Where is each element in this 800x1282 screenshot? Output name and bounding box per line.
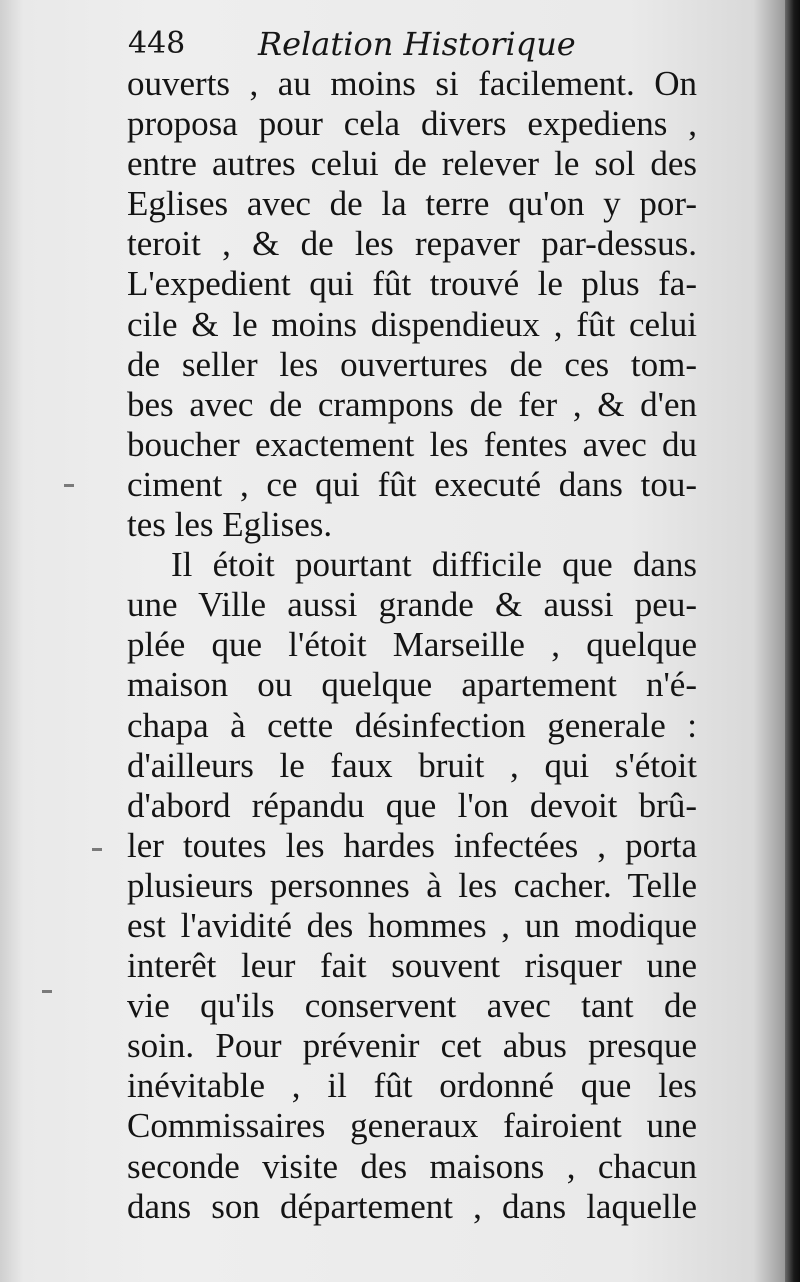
text-line: dans son département , dans laquelle bbox=[127, 1186, 697, 1226]
running-title: Relation Historique bbox=[258, 25, 576, 63]
text-line: ciment , ce qui fût executé dans tou- bbox=[127, 464, 697, 504]
margin-mark bbox=[64, 484, 74, 487]
margin-mark bbox=[42, 990, 52, 993]
text-line: interêt leur fait souvent risquer une bbox=[127, 946, 697, 986]
text-line: d'ailleurs le faux bruit , qui s'étoit bbox=[127, 745, 697, 785]
text-line: soin. Pour prévenir cet abus presque bbox=[127, 1026, 697, 1066]
text-line: une Ville aussi grande & aussi peu- bbox=[127, 585, 697, 625]
body-text bbox=[127, 64, 697, 1227]
page-edge-shadow bbox=[785, 0, 800, 1282]
text-line: boucher exactement les fentes avec du bbox=[127, 424, 697, 464]
text-line: cile & le moins dispendieux , fût celui bbox=[127, 304, 697, 344]
text-line: bes avec de crampons de fer , & d'en bbox=[127, 384, 697, 424]
text-line: d'abord répandu que l'on devoit brû- bbox=[127, 785, 697, 825]
page-header bbox=[128, 22, 728, 66]
text-line: ler toutes les hardes infectées , porta bbox=[127, 825, 697, 865]
text-line: chapa à cette désinfection generale : bbox=[127, 705, 697, 745]
text-line: proposa pour cela divers expediens , bbox=[127, 104, 697, 144]
text-line: ouverts , au moins si facilement. On bbox=[127, 64, 697, 103]
text-line: L'expedient qui fût trouvé le plus fa- bbox=[127, 264, 697, 304]
page-number: 448 bbox=[128, 26, 186, 61]
paragraph bbox=[127, 545, 697, 1227]
text-line: entre autres celui de relever le sol des bbox=[127, 144, 697, 184]
text-line: Il étoit pourtant difficile que dans bbox=[171, 545, 697, 585]
text-line: tes les Eglises. bbox=[127, 505, 333, 545]
paragraph bbox=[127, 64, 697, 545]
text-line: plée que l'étoit Marseille , quelque bbox=[127, 625, 697, 665]
text-line: Commissaires generaux fairoient une bbox=[127, 1106, 697, 1146]
text-line: plusieurs personnes à les cacher. Telle bbox=[127, 865, 697, 905]
text-line: maison ou quelque apartement n'é- bbox=[127, 665, 697, 705]
text-line: inévitable , il fût ordonné que les bbox=[127, 1066, 697, 1106]
text-line: Eglises avec de la terre qu'on y por- bbox=[127, 184, 697, 224]
text-line: vie qu'ils conservent avec tant de bbox=[127, 986, 697, 1026]
margin-mark bbox=[92, 848, 102, 851]
text-line: teroit , & de les repaver par-dessus. bbox=[127, 224, 697, 264]
text-line: seconde visite des maisons , chacun bbox=[127, 1146, 697, 1186]
text-line: est l'avidité des hommes , un modique bbox=[127, 905, 697, 945]
text-line: de seller les ouvertures de ces tom- bbox=[127, 344, 697, 384]
